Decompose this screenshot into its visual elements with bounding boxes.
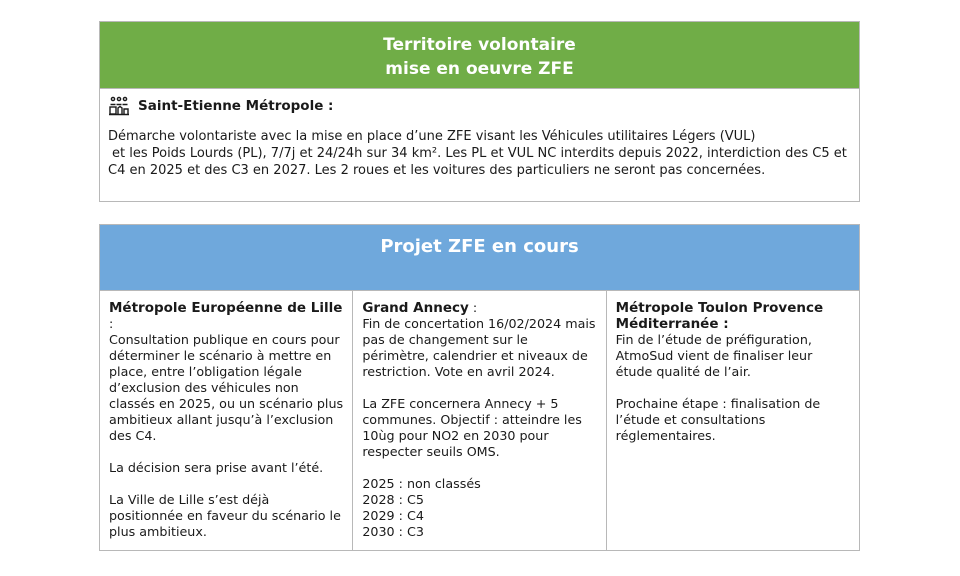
toulon-paragraph-2: Prochaine étape : finalisation de l’étude et consultations réglementaires. [615,396,821,443]
volunteer-territory-header [100,22,859,89]
saint-etienne-body-line-2: et les Poids Lourds (PL), 7/7j et 24/24h sur 34 km². Les PL et VUL NC interdits depuis 2022, interdiction des C5 et [112,146,847,161]
saint-etienne-body-line-3: C4 en 2025 et des C3 en 2027. Les 2 roues et les voitures des particuliers ne seront pas concernées. [108,163,766,178]
city-council-icon [108,96,130,116]
annecy-schedule-item: 2025 : non classés [362,476,481,491]
zfe-projects-box [99,224,860,551]
toulon-paragraph-1: Fin de l’étude de préfiguration, AtmoSud vient de finaliser leur étude qualité de l’air. [615,332,813,379]
lille-title: Métropole Européenne de Lille [109,300,343,316]
header-line-2: mise en oeuvre ZFE [385,59,574,79]
annecy-schedule-item: 2029 : C4 [362,508,424,523]
annecy-paragraph-1: Fin de concertation 16/02/2024 mais pas de changement sur le périmètre, calendrier et niveaux de restriction. Vote en avril 2024. [362,316,596,379]
saint-etienne-title: Saint-Etienne Métropole : [138,97,334,114]
annecy-paragraph-2: La ZFE concernera Annecy + 5 communes. Objectif : atteindre les 10ùg pour NO2 en 2030 pour respecter seuils OMS. [362,396,582,459]
saint-etienne-body-line-1: Démarche volontariste avec la mise en place d’une ZFE visant les Véhicules utilitaires Légers (VUL) [108,129,756,144]
volunteer-territory-box [99,21,860,202]
lille-title-sep: : [109,316,114,331]
lille-paragraph-1: Consultation publique en cours pour déterminer le scénario à mettre en place, entre l’obligation légale d’exclusion des véhicules non classés en 2025, ou un scénario plus ambitieux allant jusqu’à l’exclusion des C4. [109,332,344,443]
saint-etienne-section [100,89,859,179]
header-line-1: Territoire volontaire [383,35,576,55]
annecy-column [353,291,606,550]
toulon-column [607,291,859,550]
zfe-projects-header: Projet ZFE en cours [100,225,859,291]
lille-paragraph-3: La Ville de Lille s’est déjà positionnée en faveur du scénario le plus ambitieux. [109,492,341,539]
saint-etienne-title-row [108,95,851,117]
annecy-schedule-item: 2030 : C3 [362,524,424,539]
lille-paragraph-2: La décision sera prise avant l’été. [109,460,324,475]
annecy-schedule-item: 2028 : C5 [362,492,424,507]
toulon-title: Métropole Toulon Provence Méditerranée : [615,300,824,332]
lille-column [100,291,353,550]
annecy-title: Grand Annecy [362,300,469,316]
zfe-projects-columns [100,291,859,550]
annecy-title-sep: : [468,300,478,315]
